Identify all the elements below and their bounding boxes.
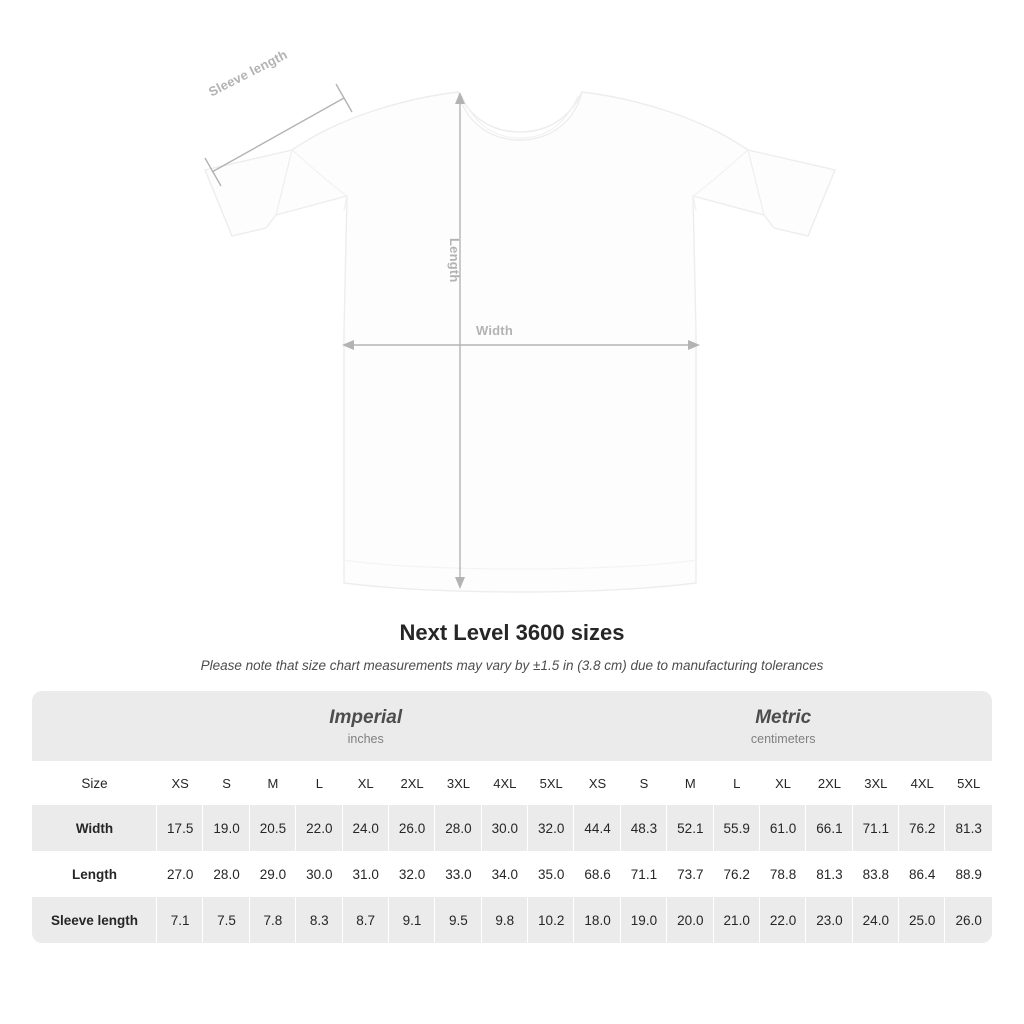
cell-width-metric-2xl: 66.1 — [806, 805, 852, 851]
width-label: Width — [476, 323, 513, 338]
cell-length-imperial-4xl: 34.0 — [491, 866, 518, 882]
col-header-imperial-xs: XS — [157, 761, 203, 805]
row-label-sleeve-length: Sleeve length — [32, 897, 157, 943]
cell-length-metric-3xl: 83.8 — [862, 866, 889, 882]
cell-width-imperial-m: 20.5 — [250, 805, 296, 851]
cell-length-imperial-m: 29.0 — [259, 866, 287, 882]
cell-sleeve-metric-4xl: 25.0 — [899, 897, 945, 943]
cell-sleeve-imperial-3xl: 9.5 — [435, 897, 481, 943]
size-header-row — [32, 761, 992, 805]
col-header-imperial-m: M — [250, 761, 296, 805]
cell-sleeve-imperial-5xl: 10.2 — [528, 897, 574, 943]
cell-sleeve-metric-xs: 18.0 — [574, 897, 620, 943]
size-table — [32, 691, 992, 943]
cell-width-metric-xs: 44.4 — [574, 805, 620, 851]
col-header-metric-m: M — [667, 761, 713, 805]
metric-header-cell — [574, 691, 992, 761]
cell-sleeve-metric-2xl: 23.0 — [806, 897, 852, 943]
col-header-imperial-xl: XL — [343, 761, 389, 805]
cell-length-metric-5xl: 88.9 — [955, 866, 982, 882]
cell-sleeve-metric-s: 19.0 — [621, 897, 667, 943]
col-header-metric-3xl: 3XL — [853, 761, 899, 805]
col-header-metric-s: S — [621, 761, 667, 805]
cell-sleeve-imperial-m: 7.8 — [250, 897, 296, 943]
cell-sleeve-metric-m: 20.0 — [667, 897, 713, 943]
cell-width-imperial-5xl: 32.0 — [528, 805, 574, 851]
col-header-metric-5xl: 5XL — [945, 761, 992, 805]
cell-width-imperial-3xl: 28.0 — [435, 805, 481, 851]
page-title: Next Level 3600 sizes — [399, 620, 625, 645]
cell-sleeve-imperial-l: 8.3 — [296, 897, 342, 943]
col-header-metric-xl: XL — [760, 761, 806, 805]
table-row — [32, 897, 992, 943]
table-row — [32, 851, 992, 897]
col-header-imperial-4xl: 4XL — [482, 761, 528, 805]
col-header-metric-2xl: 2XL — [806, 761, 852, 805]
col-header-imperial-3xl: 3XL — [435, 761, 481, 805]
cell-sleeve-imperial-4xl: 9.8 — [482, 897, 528, 943]
cell-length-metric-4xl: 86.4 — [909, 866, 936, 882]
cell-length-metric-s: 71.1 — [630, 866, 658, 882]
cell-sleeve-metric-3xl: 24.0 — [853, 897, 899, 943]
cell-sleeve-imperial-2xl: 9.1 — [389, 897, 435, 943]
col-header-metric-4xl: 4XL — [899, 761, 945, 805]
imperial-label: Imperial — [329, 706, 403, 728]
cell-length-imperial-3xl: 33.0 — [445, 866, 472, 882]
cell-width-metric-m: 52.1 — [667, 805, 713, 851]
cell-sleeve-metric-l: 21.0 — [714, 897, 760, 943]
cell-width-imperial-xl: 24.0 — [343, 805, 389, 851]
imperial-unit: inches — [347, 732, 384, 747]
cell-sleeve-imperial-xl: 8.7 — [343, 897, 389, 943]
metric-label: Metric — [755, 706, 812, 728]
cell-sleeve-imperial-xs: 7.1 — [157, 897, 203, 943]
col-header-imperial-2xl: 2XL — [389, 761, 435, 805]
col-header-imperial-l: L — [296, 761, 342, 805]
cell-width-imperial-2xl: 26.0 — [389, 805, 435, 851]
cell-length-metric-m: 73.7 — [677, 866, 704, 882]
cell-sleeve-imperial-s: 7.5 — [203, 897, 249, 943]
cell-width-metric-s: 48.3 — [621, 805, 667, 851]
cell-length-imperial-xs: 27.0 — [167, 866, 194, 882]
cell-width-metric-4xl: 76.2 — [899, 805, 945, 851]
table-row — [32, 805, 992, 851]
cell-length-imperial-l: 30.0 — [306, 866, 333, 882]
unit-system-row — [32, 691, 992, 761]
length-label: Length — [447, 238, 462, 283]
row-label-length: Length — [72, 866, 117, 882]
cell-length-imperial-xl: 31.0 — [352, 866, 379, 882]
cell-width-imperial-l: 22.0 — [296, 805, 342, 851]
metric-unit: centimeters — [750, 732, 816, 747]
imperial-header-cell — [157, 691, 574, 761]
cell-length-metric-xl: 78.8 — [769, 866, 797, 882]
cell-length-imperial-s: 28.0 — [213, 866, 240, 882]
page-subtitle: Please note that size chart measurements may vary by ±1.5 in (3.8 cm) due to manufacturing tolerances — [200, 658, 824, 673]
cell-width-metric-xl: 61.0 — [760, 805, 806, 851]
cell-length-imperial-5xl: 35.0 — [538, 866, 565, 882]
row-label-width: Width — [32, 805, 157, 851]
col-header-imperial-s: S — [203, 761, 249, 805]
size-header-label: Size — [32, 761, 157, 805]
cell-length-metric-l: 76.2 — [723, 866, 750, 882]
sleeve-length-label: Sleeve length — [206, 46, 290, 100]
cell-width-metric-5xl: 81.3 — [945, 805, 992, 851]
cell-sleeve-metric-xl: 22.0 — [760, 897, 806, 943]
cell-width-imperial-4xl: 30.0 — [482, 805, 528, 851]
cell-length-metric-xs: 68.6 — [584, 866, 611, 882]
cell-width-metric-l: 55.9 — [714, 805, 760, 851]
table-corner-cell — [32, 691, 157, 761]
col-header-metric-l: L — [714, 761, 760, 805]
cell-length-metric-2xl: 81.3 — [816, 866, 843, 882]
cell-width-metric-3xl: 71.1 — [853, 805, 899, 851]
col-header-metric-xs: XS — [574, 761, 620, 805]
cell-width-imperial-xs: 17.5 — [157, 805, 203, 851]
cell-width-imperial-s: 19.0 — [203, 805, 249, 851]
cell-length-imperial-2xl: 32.0 — [398, 866, 426, 882]
col-header-imperial-5xl: 5XL — [528, 761, 574, 805]
size-table-wrapper — [32, 691, 992, 943]
tshirt-shape — [205, 92, 835, 592]
cell-sleeve-metric-5xl: 26.0 — [945, 897, 992, 943]
